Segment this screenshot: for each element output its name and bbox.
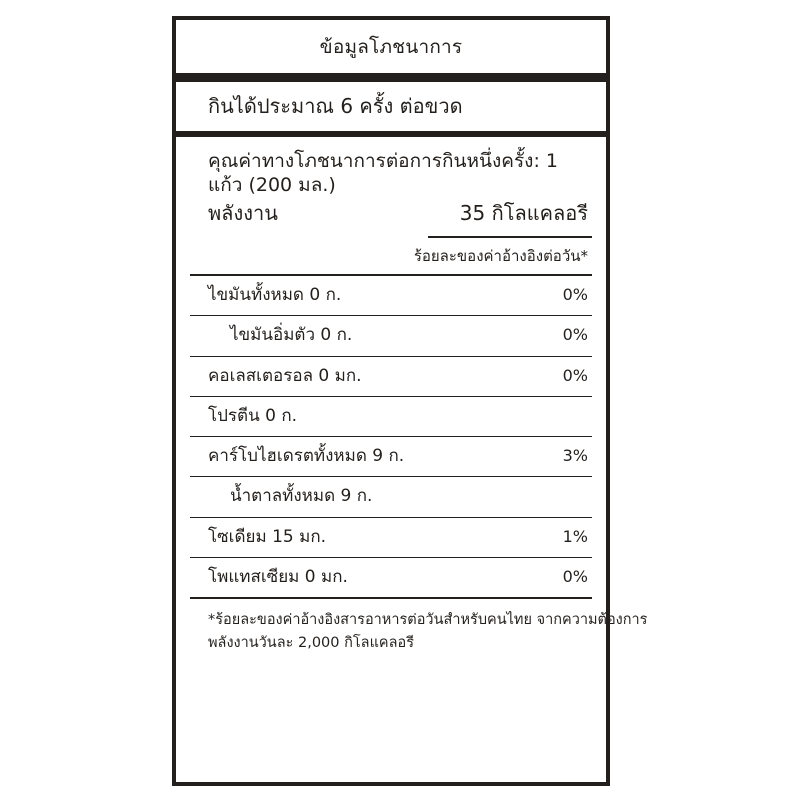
nutrition-facts-title: ข้อมูลโภชนาการ: [319, 36, 463, 58]
energy-value: 35 กิโลแคลอรี: [459, 201, 588, 226]
nutrient-label: ไขมันอิ่มตัว 0 ก.: [230, 325, 353, 346]
nutrient-percent: 0%: [562, 365, 588, 385]
nutrient-row-total-fat: [190, 276, 592, 315]
servings-per-container: กินได้ประมาณ 6 ครั้ง ต่อขวด: [208, 93, 463, 118]
nutrient-row-total-sugars: [190, 477, 592, 516]
nutrient-label: โซเดียม 15 มก.: [208, 526, 327, 547]
footnote: [190, 599, 648, 654]
energy-label: พลังงาน: [208, 201, 278, 226]
footnote-line-1: *ร้อยละของค่าอ้างอิงสารอาหารต่อวันสำหรับคนไทย จากความต้องการ: [208, 612, 648, 629]
nutrient-row-cholesterol: [190, 357, 592, 396]
nutrient-row-total-carbohydrate: [190, 437, 592, 476]
nutrient-label: คอเลสเตอรอล 0 มก.: [208, 365, 362, 386]
nutrient-row-protein: [190, 397, 592, 436]
nutrient-label: ไขมันทั้งหมด 0 ก.: [208, 285, 342, 306]
nutrient-percent: 1%: [562, 526, 588, 546]
nutrient-percent: 0%: [562, 566, 588, 586]
serving-size-text: คุณค่าทางโภชนาการต่อการกินหนึ่งครั้ง: 1 แก้ว (200 มล.): [208, 149, 558, 197]
nutrient-percent: 3%: [562, 446, 588, 466]
nutrient-percent: 0%: [562, 325, 588, 345]
footnote-line-2: พลังงานวันละ 2,000 กิโลแคลอรี: [208, 634, 414, 651]
divider-thick-top: [176, 73, 606, 82]
nutrient-label: น้ำตาลทั้งหมด 9 ก.: [230, 486, 373, 507]
energy-row: [190, 200, 592, 236]
nutrient-label: โปรตีน 0 ก.: [208, 405, 298, 426]
daily-value-header: ร้อยละของค่าอ้างอิงต่อวัน*: [413, 247, 588, 266]
nutrient-row-saturated-fat: [190, 316, 592, 355]
nutrient-label: คาร์โบไฮเดรตทั้งหมด 9 ก.: [208, 446, 405, 467]
nutrient-row-potassium: [190, 558, 592, 597]
nutrient-percent: 0%: [562, 285, 588, 305]
nutrient-row-sodium: [190, 518, 592, 557]
nutrition-facts-panel: [172, 16, 648, 786]
nutrient-label: โพแทสเซียม 0 มก.: [208, 566, 348, 587]
